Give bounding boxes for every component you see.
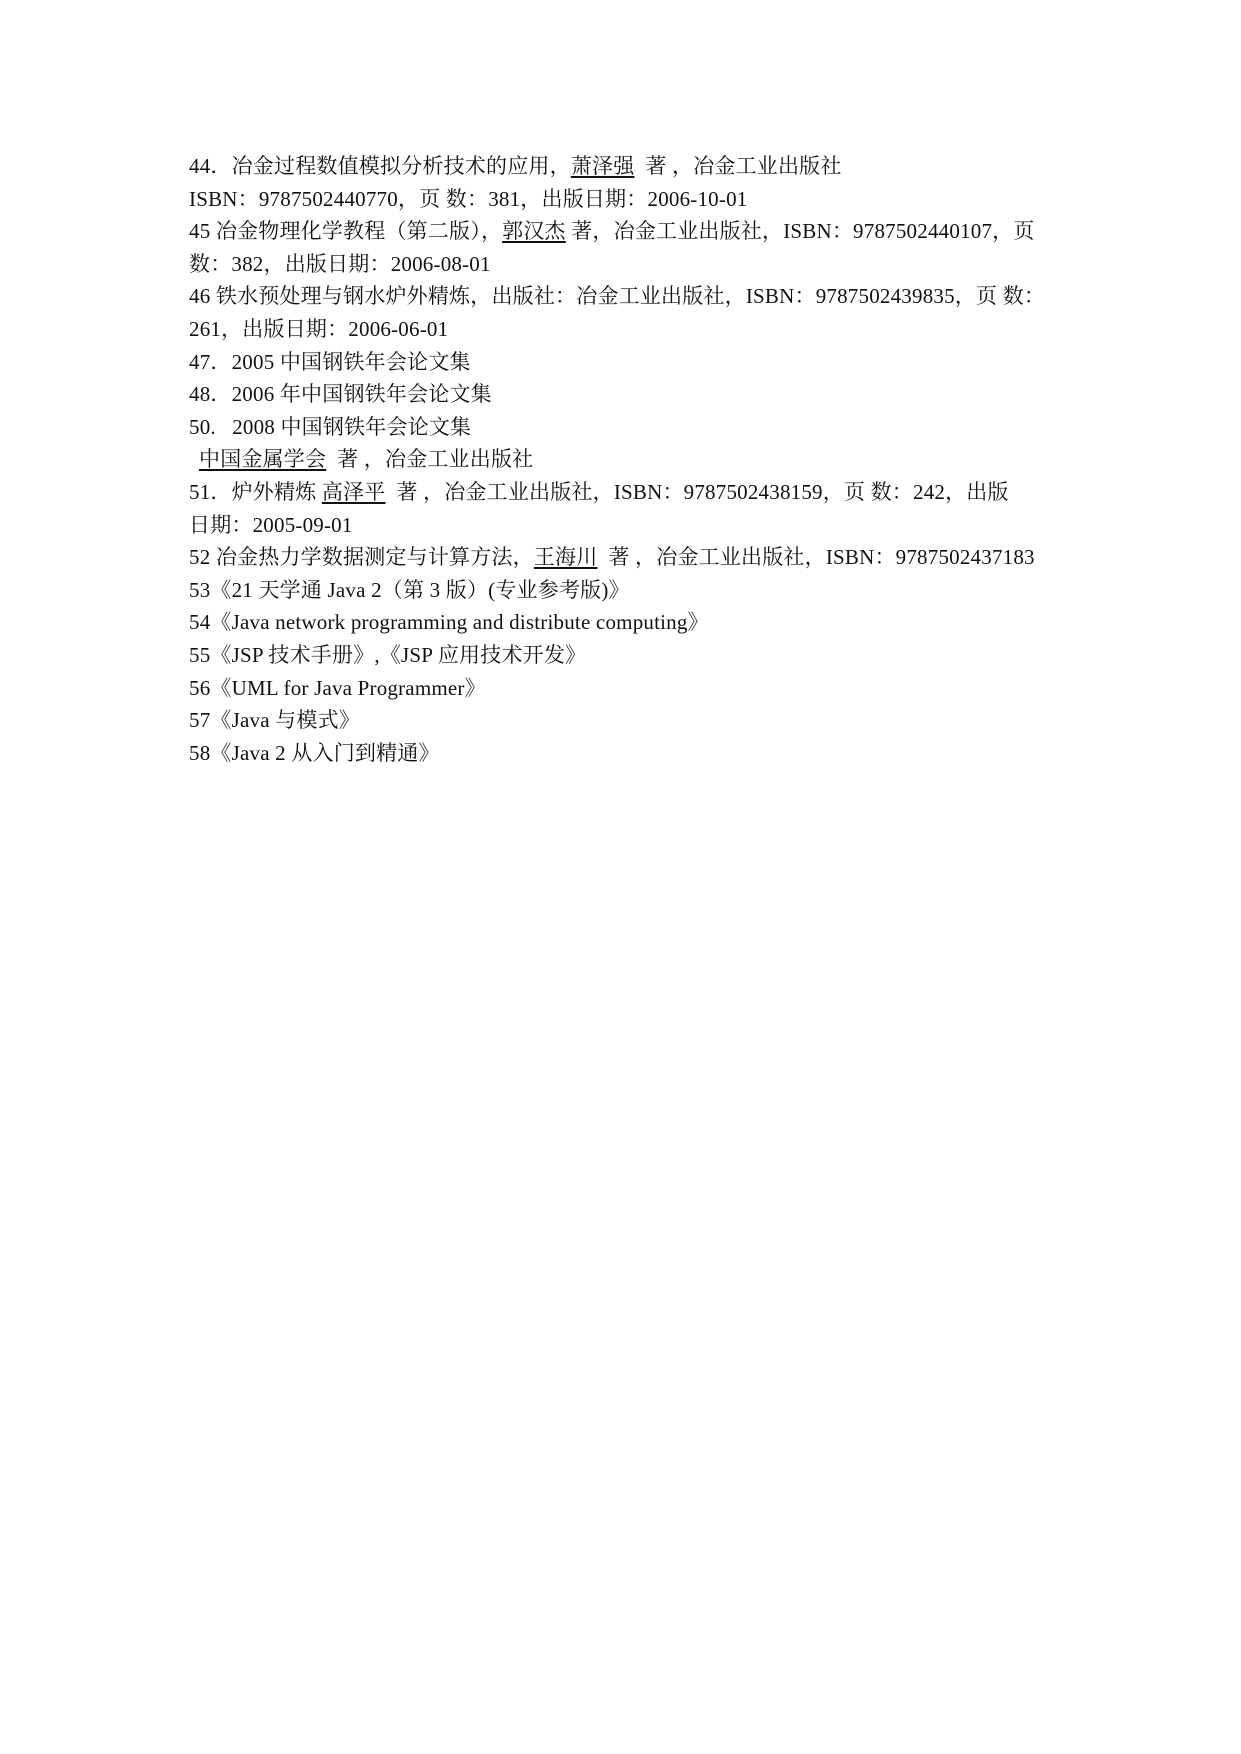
item-text: 52 冶金热力学数据测定与计算方法， [189, 545, 534, 570]
list-item [189, 411, 1089, 444]
list-item [189, 476, 1089, 509]
item-text: 著 ，冶金工业出版社，ISBN：9787502438159，页 数：242，出版 [385, 479, 1009, 504]
author-link[interactable]: 郭汉杰 [502, 219, 566, 244]
item-text: 44．冶金过程数值模拟分析技术的应用， [189, 154, 571, 178]
item-text: 著，冶金工业出版社，ISBN：9787502440107，页 [565, 219, 1035, 244]
item-text: 数：382，出版日期：2006-08-01 [189, 251, 491, 276]
item-text: 50. 2008 中国钢铁年会论文集 [189, 414, 472, 439]
book-list [189, 150, 1089, 769]
item-text: 51．炉外精炼 [189, 479, 322, 504]
item-text: 46 铁水预处理与钢水炉外精炼，出版社：冶金工业出版社，ISBN：9787502439835，页 数： [189, 284, 1046, 309]
list-item [189, 639, 1089, 672]
list-item [189, 248, 1089, 281]
list-item [189, 215, 1089, 248]
list-item [189, 280, 1089, 313]
list-item [189, 737, 1089, 770]
list-item [189, 541, 1089, 574]
author-link[interactable]: 中国金属学会 [199, 447, 327, 472]
item-text: 53《21 天学通 Java 2（第 3 版）(专业参考版)》 [189, 577, 630, 602]
item-text: 日期：2005-09-01 [189, 512, 353, 537]
item-text: 著 ，冶金工业出版社，ISBN：9787502437183 [597, 545, 1035, 570]
list-item [189, 313, 1089, 346]
author-link[interactable]: 高泽平 [321, 479, 386, 504]
author-link[interactable]: 王海川 [533, 545, 598, 570]
author-link[interactable]: 萧泽强 [570, 154, 635, 178]
item-text: 58《Java 2 从入门到精通》 [189, 740, 440, 765]
item-text: 261，出版日期：2006-06-01 [189, 316, 449, 341]
list-item [189, 606, 1089, 639]
item-text: 56《UML for Java Programmer》 [189, 675, 486, 700]
item-text: 55《JSP 技术手册》,《JSP 应用技术开发》 [189, 642, 587, 667]
list-item [189, 672, 1089, 705]
list-item [189, 183, 1089, 216]
item-text: 57《Java 与模式》 [189, 708, 360, 733]
item-text: 47．2005 中国钢铁年会论文集 [189, 349, 471, 374]
list-item [189, 704, 1089, 737]
item-text: 著 ，冶金工业出版社 [634, 154, 842, 178]
item-text: ISBN：9787502440770，页 数：381，出版日期：2006-10-01 [189, 186, 748, 211]
list-item [189, 378, 1089, 411]
item-text: 著 ，冶金工业出版社 [326, 447, 534, 472]
item-text: 48．2006 年中国钢铁年会论文集 [189, 382, 492, 407]
list-item [189, 150, 1089, 183]
list-item [189, 443, 1089, 476]
item-text: 54《Java network programming and distribute computing》 [189, 610, 709, 635]
list-item [189, 574, 1089, 607]
item-text: 45 冶金物理化学教程（第二版）， [189, 219, 503, 244]
list-item [189, 509, 1089, 542]
list-item [189, 346, 1089, 379]
